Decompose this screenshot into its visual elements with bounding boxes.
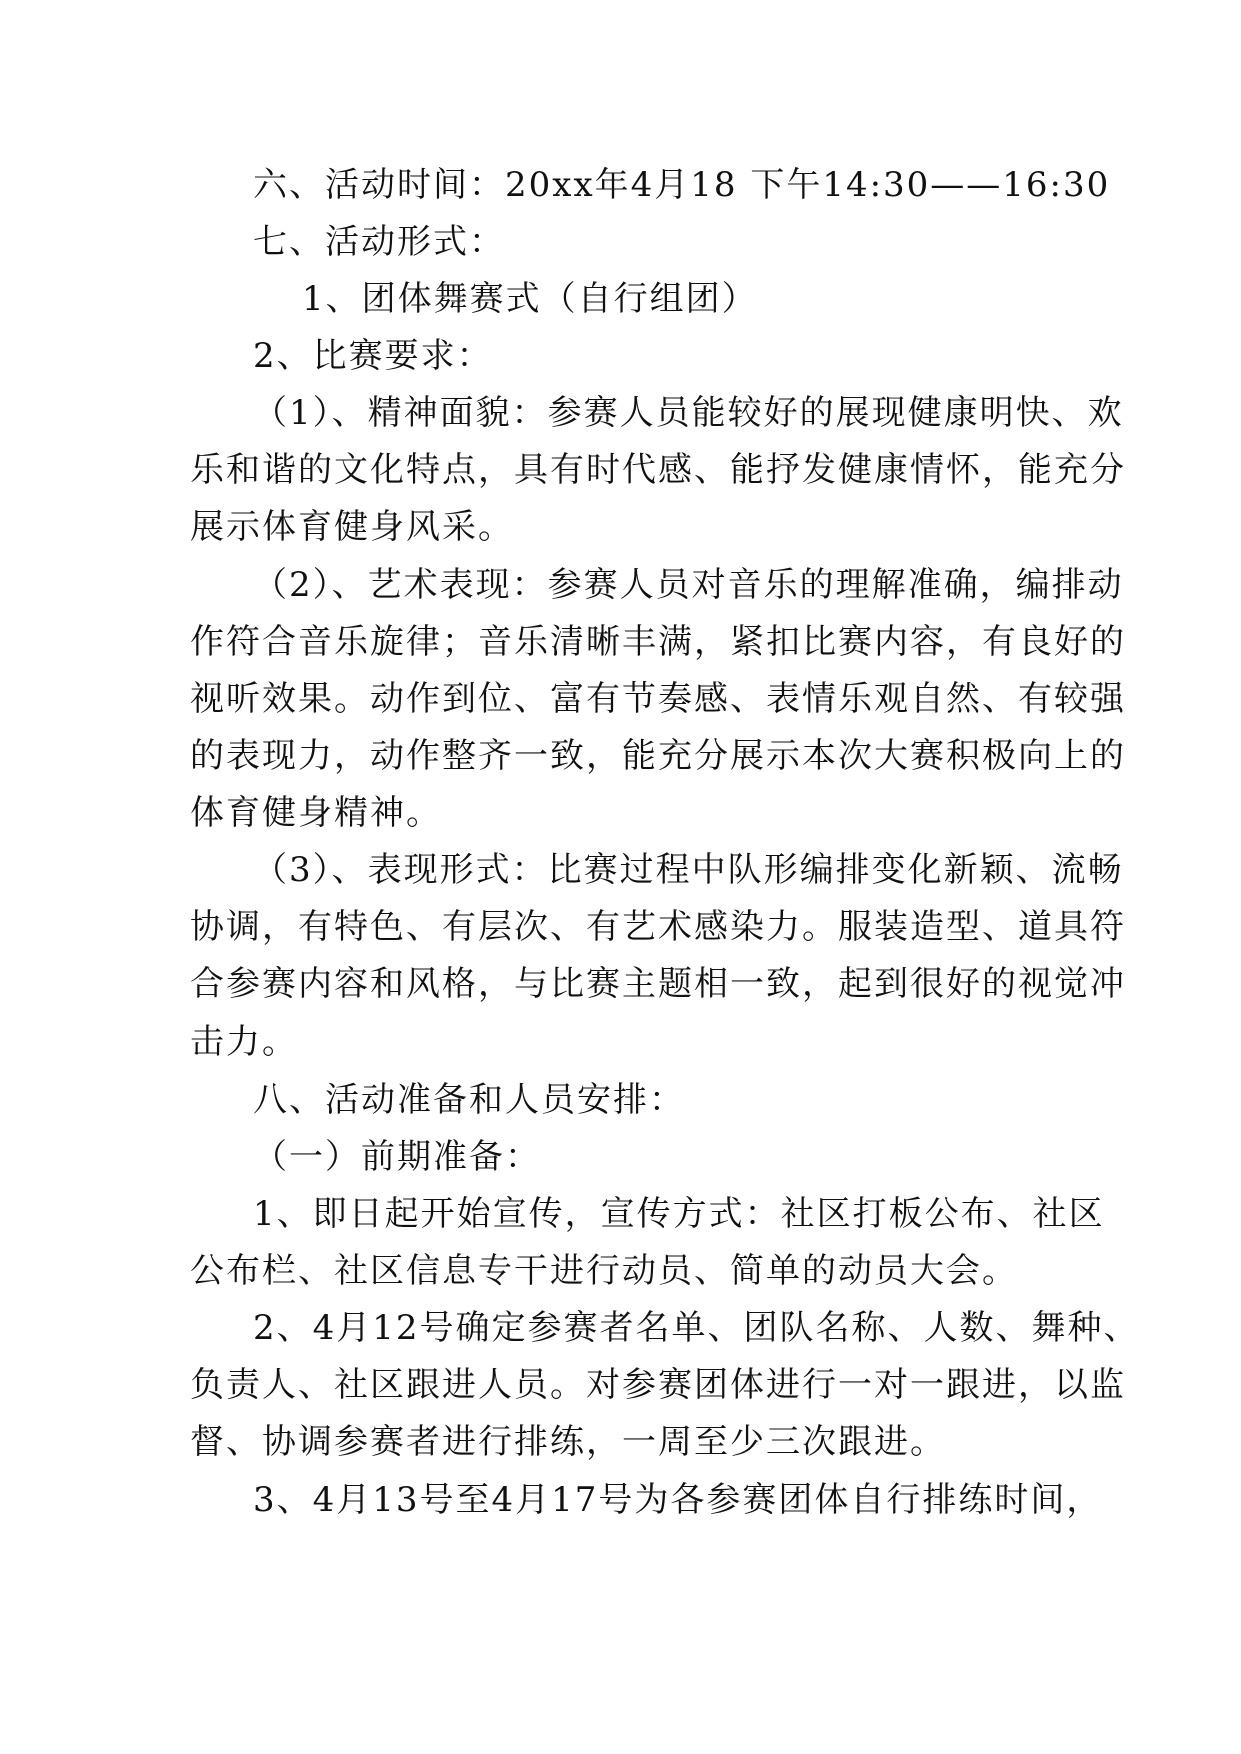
paragraph-line: （2）、艺术表现：参赛人员对音乐的理解准确，编排动 [253,565,1124,605]
paragraph-line: 3、4月13号至4月17号为各参赛团体自行排练时间， [253,1480,1103,1520]
paragraph-line: 督、协调参赛者进行排练，一周至少三次跟进。 [190,1422,946,1462]
subsection-heading-early-preparation: （一）前期准备： [253,1137,541,1177]
paragraph-line: （1）、精神面貌：参赛人员能较好的展现健康明快、欢 [253,393,1124,433]
paragraph-line: 体育健身精神。 [190,793,442,833]
paragraph-line: 视听效果。动作到位、富有节奏感、表情乐观自然、有较强 [190,679,1126,719]
section-heading-activity-time: 六、活动时间：20xx年4月18 下午14:30——16:30 [253,165,1111,205]
paragraph-line: 合参赛内容和风格，与比赛主题相一致，起到很好的视觉冲 [190,964,1126,1004]
section-heading-activity-form: 七、活动形式： [253,222,505,262]
paragraph-line: （3）、表现形式：比赛过程中队形编排变化新颖、流畅 [253,850,1124,890]
paragraph-line: 展示体育健身风采。 [190,507,514,547]
list-item-group-dance: 1、团体舞赛式（自行组团） [302,279,758,319]
paragraph-line: 的表现力，动作整齐一致，能充分展示本次大赛积极向上的 [190,736,1126,776]
paragraph-line: 1、即日起开始宣传，宣传方式：社区打板公布、社区 [253,1194,1105,1234]
section-heading-preparation: 八、活动准备和人员安排： [253,1080,685,1120]
paragraph-line: 公布栏、社区信息专干进行动员、简单的动员大会。 [190,1251,1018,1291]
list-item-competition-requirements: 2、比赛要求： [253,336,493,376]
paragraph-line: 击力。 [190,1022,298,1062]
paragraph-line: 作符合音乐旋律；音乐清晰丰满，紧扣比赛内容，有良好的 [190,622,1126,662]
paragraph-line: 协调，有特色、有层次、有艺术感染力。服装造型、道具符 [190,907,1126,947]
paragraph-line: 负责人、社区跟进人员。对参赛团体进行一对一跟进，以监 [190,1365,1126,1405]
paragraph-line: 乐和谐的文化特点，具有时代感、能抒发健康情怀，能充分 [190,450,1126,490]
paragraph-line: 2、4月12号确定参赛者名单、团队名称、人数、舞种、 [253,1308,1140,1348]
